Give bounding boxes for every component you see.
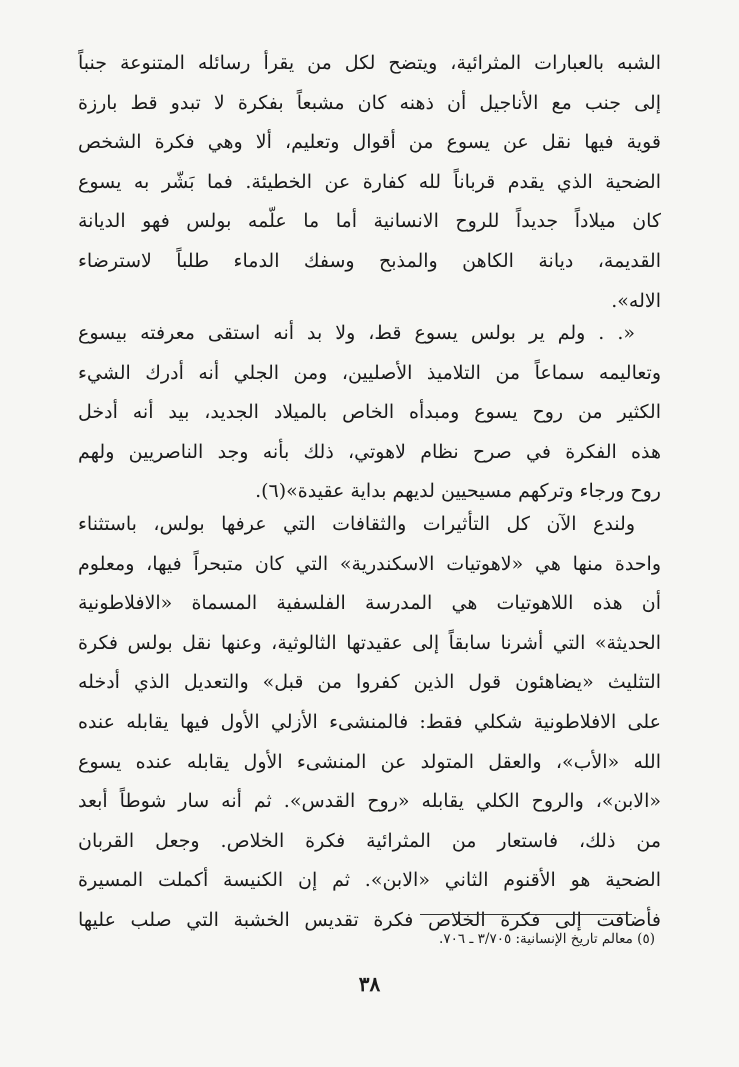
text-line: «الابن»، والروح الكلي يقابله «روح القدس». ثم أنه سار شوطاً أبعد xyxy=(78,790,661,813)
paragraph-3 xyxy=(78,505,661,941)
footnote: (٥) معالم تاريخ الإنسانية: ٣/٧٠٥ ـ ٧٠٦. xyxy=(439,931,655,947)
text-line: الاله». xyxy=(611,289,661,312)
paragraph-quote xyxy=(78,314,661,512)
text-line: وتعاليمه سماعاً من التلاميذ الأصليين، ومن الجلي أنه أدرك الشيء xyxy=(78,361,661,384)
text-line: الضحية الذي يقدم قرباناً لله كفارة عن الخطيئة. فما بَشّر به يسوع xyxy=(78,170,661,193)
text-line: ولندع الآن كل التأثيرات والثقافات التي عرفها بولس، باستثناء xyxy=(78,513,635,535)
footnote-divider xyxy=(420,914,632,915)
text-line: الشبه بالعبارات المثرائية، ويتضح لكل من يقرأ رسائله المتنوعة جنباً xyxy=(78,52,661,74)
text-line: هذه الفكرة في صرح نظام لاهوتي، ذلك بأنه وجد الناصريين ولهم xyxy=(78,440,661,463)
text-line: «. . ولم ير بولس يسوع قط، ولا بد أنه استقى معرفته بيسوع xyxy=(78,322,635,344)
text-line: من ذلك، فاستعار من المثرائية فكرة الخلاص. وجعل القربان xyxy=(78,829,661,852)
text-line: أن هذه اللاهوتيات هي المدرسة الفلسفية المسماة «الافلاطونية xyxy=(78,592,661,615)
text-line: على الافلاطونية شكلي فقط: فالمنشىء الأزلي الأول فيها يقابله عنده xyxy=(78,710,661,733)
text-line: إلى جنب مع الأناجيل أن ذهنه كان مشبعاً بفكرة لا تبدو قط بارزة xyxy=(78,91,661,114)
text-line: فأضافت إلى فكرة الخلاص فكرة تقديس الخشبة التي صلب عليها xyxy=(78,908,661,931)
text-line: التثليث «يضاهئون قول الذين كفروا من قبل» والتعديل الذي أدخله xyxy=(78,671,661,694)
text-line: واحدة منها هي «لاهوتيات الاسكندرية» التي كان متبحراً فيها، ومعلوم xyxy=(78,552,661,575)
text-line: الضحية هو الأقنوم الثاني «الابن». ثم إن الكنيسة أكملت المسيرة xyxy=(78,869,661,892)
text-line: كان ميلاداً جديداً للروح الانسانية أما ما علّمه بولس فهو الديانة xyxy=(78,210,661,233)
text-line: روح ورجاء وتركهم مسيحيين لديهم بداية عقيدة»(٦). xyxy=(255,480,661,503)
text-line: الله «الأب»، والعقل المتولد عن المنشىء الأول يقابله عنده يسوع xyxy=(78,750,661,773)
text-line: الحديثة» التي أشرنا سابقاً إلى عقيدتها الثالوثية، وعنها نقل بولس فكرة xyxy=(78,631,661,654)
text-line: قوية فيها نقل عن يسوع من أقوال وتعليم، ألا وهي فكرة الشخص xyxy=(78,131,661,154)
text-line: القديمة، ديانة الكاهن والمذبح وسفك الدماء طلباً لاسترضاء xyxy=(78,249,661,272)
paragraph-1 xyxy=(78,44,661,321)
page-number: ٣٨ xyxy=(358,972,381,996)
text-line: الكثير من روح يسوع ومبدأه الخاص بالميلاد الجديد، بيد أنه أدخل xyxy=(78,401,661,424)
